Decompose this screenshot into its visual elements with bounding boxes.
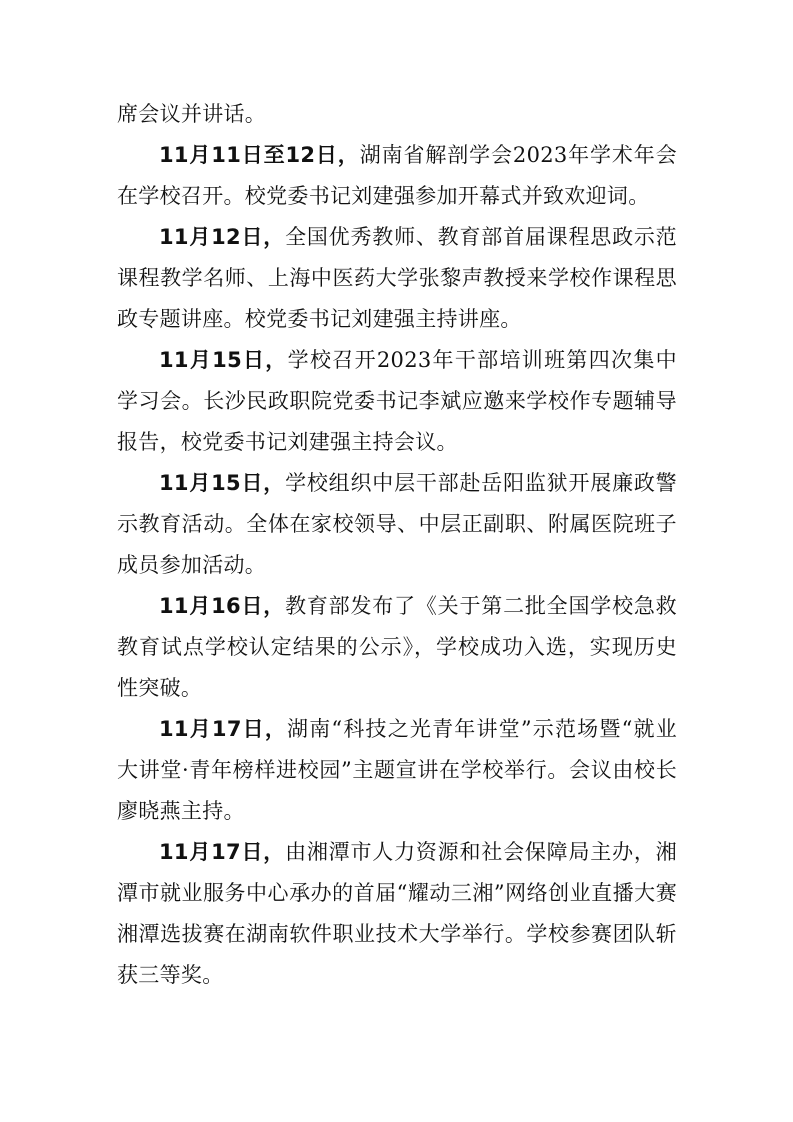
news-item [117,135,677,217]
paragraph-continuation [117,94,677,135]
news-item [117,340,677,463]
news-item [117,217,677,340]
news-text: 湖南省解剖学会2023年学术年会在学校召开。校党委书记刘建强参加开幕式并致欢迎词。 [117,143,677,208]
document-body [117,94,677,996]
news-item [117,832,677,996]
news-text: 由湘潭市人力资源和社会保障局主办，湘潭市就业服务中心承办的首届“耀动三湘”网络创业直播大赛湘潭选拔赛在湖南软件职业技术大学举行。学校参赛团队斩获三等奖。 [117,840,677,987]
news-date: 11月15日， [159,471,286,495]
news-item [117,586,677,709]
news-text: 学校组织中层干部赴岳阳监狱开展廉政警示教育活动。全体在家校领导、中层正副职、附属医院班子成员参加活动。 [117,471,677,577]
news-item [117,709,677,832]
news-text: 全国优秀教师、教育部首届课程思政示范课程教学名师、上海中医药大学张黎声教授来学校作课程思政专题讲座。校党委书记刘建强主持讲座。 [117,225,677,331]
news-date: 11月15日， [159,348,288,372]
news-text: 学校召开2023年干部培训班第四次集中学习会。长沙民政职院党委书记李斌应邀来学校作专题辅导报告，校党委书记刘建强主持会议。 [117,348,677,454]
news-text: 教育部发布了《关于第二批全国学校急救教育试点学校认定结果的公示》，学校成功入选，实现历史性突破。 [117,594,677,700]
news-date: 11月17日， [159,840,286,864]
news-date: 11月12日， [159,225,286,249]
news-date: 11月11日至12日， [159,143,360,167]
news-date: 11月17日， [159,717,288,741]
news-text: 湖南“科技之光青年讲堂”示范场暨“就业大讲堂·青年榜样进校园”主题宣讲在学校举行。会议由校长廖晓燕主持。 [117,717,677,823]
paragraph-text: 席会议并讲话。 [117,102,267,126]
news-item [117,463,677,586]
news-date: 11月16日， [159,594,286,618]
